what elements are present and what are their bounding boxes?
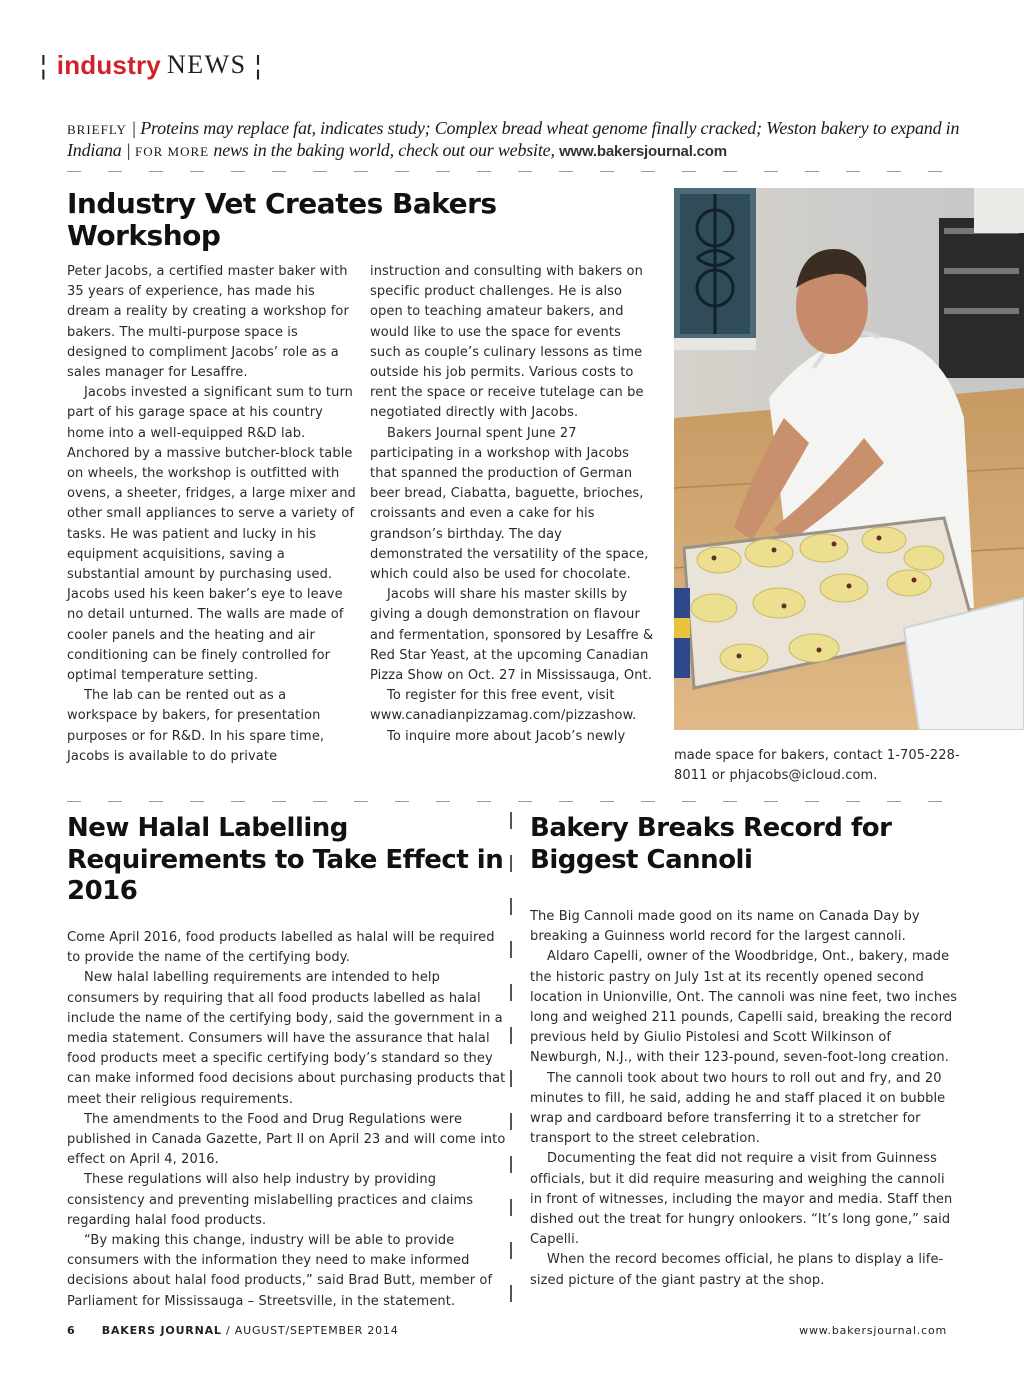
article-column [370,262,655,747]
issue-date: / AUGUST/SEPTEMBER 2014 [226,1324,399,1337]
paragraph: Peter Jacobs, a certified master baker with 35 years of experience, has made his dream a reality by creating a workshop for bakers. The multi-purpose space is designed to compliment Jacobs’ role as a sales manager for Lesaffre. [67,264,349,381]
baker-photo [674,188,1024,730]
paragraph: The Big Cannoli made good on its name on Canada Day by breaking a Guinness world record for the largest cannoli. [530,909,920,945]
paragraph: Jacobs will share his master skills by giving a dough demonstration on flavour and fermentation, sponsored by Lesaffre & Red Star Yeast, at the upcoming Canadian Pizza Show on Oct. 27 in Mississauga, Ont. [370,587,654,684]
paragraph: To register for this free event, visit www.canadianpizzamag.com/pizzashow. [370,688,637,724]
section-label: industry [56,49,161,80]
paragraph: The lab can be rented out as a workspace by bakers, for presentation purposes or for R&D. In his spare time, Jacobs is available to do private [67,688,325,764]
paragraph: Come April 2016, food products labelled as halal will be required to provide the name of the certifying body. [67,930,495,966]
article-column [530,907,960,1291]
briefly-label: BRIEFLY [67,122,127,137]
page-number: 6 [67,1324,76,1337]
paragraph: To inquire more about Jacob’s newly [387,728,626,744]
header-bar-left: ¦ [40,49,47,80]
paragraph: Documenting the feat did not require a visit from Guinness officials, but it did require measuring and weighing the cannoli in front of witnesses, including the mayor and media. Staff then dished out the treat for hungry onlookers. “It’s long gone,” said Capelli. [530,1151,953,1248]
paragraph: The amendments to the Food and Drug Regulations were published in Canada Gazette, Part II on April 23 and will come into effect on April 4, 2016. [67,1111,506,1168]
page-footer [67,1324,399,1337]
baker-photo-illustration [674,188,1024,730]
footer-url[interactable]: www.bakersjournal.com [799,1324,947,1337]
paragraph: Jacobs invested a significant sum to turn part of his garage space at his country home into a well-equipped R&D lab. Anchored by a massive butcher-block table on wheels, the workshop is outfitted with ovens, a sheeter, fridges, a large mixer and other small appliances to serve a variety of tasks. He was patient and lucky in his equipment acquisitions, saving a substantial amount by purchasing used. Jacobs used his keen baker’s eye to leave no detail unturned. The walls are made of cooler panels and the heating and air conditioning can be finely controlled for optimal temperature setting. [67,385,356,684]
paragraph: When the record becomes official, he plans to display a life-sized picture of the giant pastry at the shop. [530,1252,944,1288]
paragraph: made space for bakers, contact 1-705-228-8011 or phjacobs@icloud.com. [674,748,960,784]
column-divider [510,812,512,1312]
more-label: FOR MORE [134,144,210,159]
website-link[interactable]: www.bakersjournal.com [559,143,727,160]
paragraph: Bakers Journal spent June 27 participating in a workshop with Jacobs that spanned the production of German beer bread, Ciabatta, baguette, brioches, croissants and even a cake for his grandson’s birthday. The day demonstrated the versatility of the space, which could also be used for chocolate. [370,425,649,583]
section-header [40,48,261,82]
header-bar-right: ¦ [254,49,262,80]
article-title: New Halal Labelling Requirements to Take Effect in 2016 [67,813,504,906]
article-column [67,928,507,1312]
more-text: news in the baking world, check out our website, [213,140,555,160]
paragraph: These regulations will also help industry by providing consistency and preventing mislabelling practices and claims regarding halal food products. [67,1172,474,1228]
briefly-separator: | [131,118,141,138]
section-divider [67,801,957,803]
article-title: Bakery Breaks Record for Biggest Cannoli [530,813,892,875]
briefly-line [67,118,967,162]
paragraph: New halal labelling requirements are intended to help consumers by requiring that all food products labelled as halal include the name of the certifying body, said the government in a media statement. Consumers will have the assurance that halal food products meet a specific certifying body’s standard so they can make informed food decisions about purchasing products that meet their religious requirements. [67,970,506,1107]
briefly-separator: | [125,140,135,160]
section-news-label: NEWS [166,50,247,79]
paragraph: The cannoli took about two hours to roll out and fry, and 20 minutes to fill, he said, adding he and staff placed it on bubble wrap and cardboard before transferring it to a stretcher for transport to the street celebration. [530,1070,946,1147]
briefly-headlines: Proteins may replace fat, indicates study; Complex bread wheat genome finally cracked; Weston bakery to expand in Indiana [67,118,960,160]
article-column [674,746,964,786]
paragraph: Aldaro Capelli, owner of the Woodbridge, Ont., bakery, made the historic pastry on July 1st at its recently opened second location in Unionville, Ont. The cannoli was nine feet, two inches long and weighed 211 pounds, Capelli said, breaking the record previous held by Giulio Pistolesi and Scott Wilkinson of Newburgh, N.J., with their 123-pound, seven-foot-long creation. [530,949,958,1066]
paragraph: “By making this change, industry will be able to provide consumers with the information they need to make informed decisions about halal food products,” said Brad Butt, member of Parliament for Mississauga – Streetsville, in the statement. [67,1233,493,1309]
paragraph: instruction and consulting with bakers on specific product challenges. He is also open to teaching amateur bakers, and would like to use the space for events such as couple’s culinary lessons as time outside his job permits. Various costs to rent the space or receive tutelage can be negotiated directly with Jacobs. [370,264,644,421]
article-column [67,262,357,767]
section-divider [67,171,957,173]
article-title: Industry Vet Creates Bakers Workshop [67,187,497,252]
magazine-name: BAKERS JOURNAL [101,1324,222,1337]
